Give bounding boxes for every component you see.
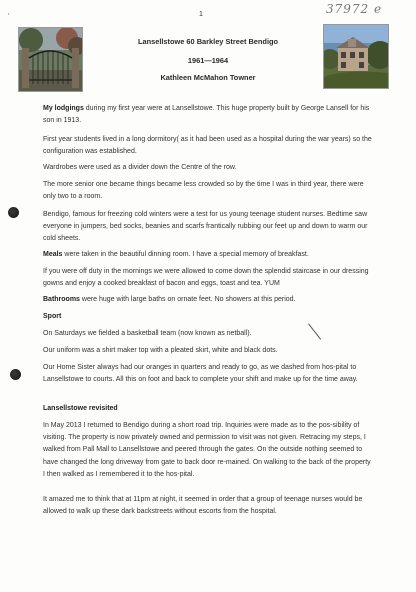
sport-heading: Sport (43, 313, 62, 320)
paragraph-uniform (43, 345, 373, 357)
revisited-heading: Lansellstowe revisited (43, 405, 118, 412)
house-photo (323, 24, 389, 89)
breakfast-text: If you were off duty in the mornings we were allowed to come down the splendid staircase in our dressing gowns and enjoy a cooked breakfast of bacon and eggs, toast and tea. YUM (43, 268, 369, 288)
paragraph-basketball (43, 328, 373, 340)
paragraph-home-sister (43, 362, 373, 386)
bathrooms-text: were huge with large baths on ornate feet. No showers at this period. (79, 296, 296, 303)
paragraph-revisit (43, 420, 373, 481)
punch-hole-bottom (10, 369, 21, 380)
paragraph-bathrooms (43, 294, 373, 306)
document-years: 1961—1964 (187, 56, 229, 65)
document-title: Lansellstowe 60 Barkley Street Bendigo (137, 37, 279, 46)
home-sister-text: Our Home Sister always had our oranges in quarters and ready to go, as we dashed from hos-pital to Lansellstowe to courts. All this on foot and back to complete your shift and make up for the time away. (43, 364, 358, 384)
punch-hole-top (8, 207, 19, 218)
lodgings-lead: My lodgings (43, 105, 84, 112)
paragraph-senior (43, 179, 373, 203)
basketball-text: On Saturdays we fielded a basketball team (now known as netball). (43, 330, 252, 337)
bathrooms-lead: Bathrooms (43, 296, 80, 303)
paragraph-meals (43, 249, 373, 261)
tick-mark: ' (8, 12, 10, 21)
amazed-text: It amazed me to think that at 11pm at night, it seemed in order that a group of teenage nurses would be allowed to walk up these dark backstreets without escorts from the hospital. (43, 496, 363, 516)
paragraph-dormitory (43, 134, 373, 158)
meals-text: were taken in the beautiful dinning room. I have a special memory of breakfast. (62, 251, 309, 258)
senior-text: The more senior one became things became less crowded so by the time I was in third year, there were only two to a room. (43, 181, 364, 201)
revisit-text: In May 2013 I returned to Bendigo during a short road trip. Inquiries were made as to the pos-sibility of visiting. The property is now privately owned and permission to visit was not given. Retracing my steps, I walked from Pall Mall to Lansellstowe and peered through the gates. On the outside nothing seemed to have changed the long driveway from gate to back door re-mained. On walking to the back of the property I then walked as I remembered it to the hos-pital. (43, 422, 371, 478)
wardrobes-text: Wardrobes were used as a divider down the Centre of the row. (43, 164, 237, 171)
gates-photo (18, 27, 83, 92)
sport-heading-block (43, 311, 373, 323)
paragraph-lodgings (43, 103, 373, 127)
handwritten-reference-number: 37972 e (326, 2, 383, 16)
winters-text: Bendigo, famous for freezing cold winters were a test for us young teenage student nurses. Bedtime saw everyone in jumpers, bed socks, beanies and scarfs frantically rubbing our feet up and down to warm our cold sheets. (43, 211, 368, 243)
dormitory-text: First year students lived in a long dormitory( as it had been used as a hospital during the war years) so the configuration was established. (43, 136, 372, 156)
uniform-text: Our uniform was a shirt maker top with a pleated skirt, white and black dots. (43, 347, 278, 354)
paragraph-wardrobes (43, 162, 373, 174)
paragraph-breakfast (43, 266, 373, 290)
revisited-heading-block (43, 403, 373, 415)
document-author: Kathleen McMahon Towner (160, 73, 256, 82)
paragraph-amazed (43, 494, 373, 518)
lodgings-text: during my first year were at Lansellstowe. This huge property built by George Lansell for his son in 1913. (43, 105, 370, 125)
paragraph-winters (43, 209, 373, 246)
page-number: 1 (199, 11, 203, 18)
meals-lead: Meals (43, 251, 63, 258)
